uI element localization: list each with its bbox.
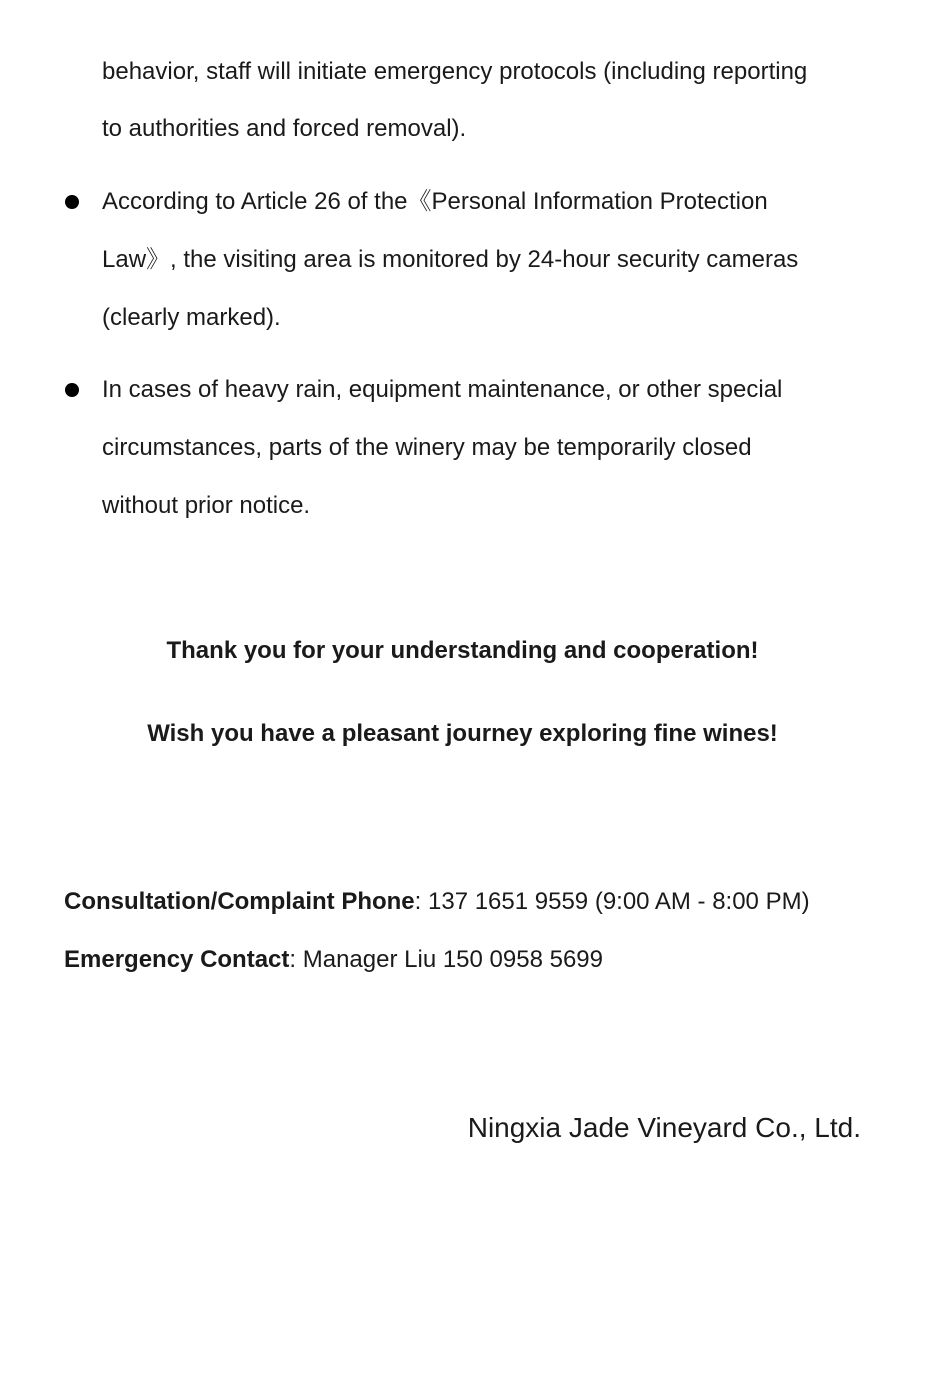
bullet-1-line-1: According to Article 26 of the《Personal Information Protection: [102, 188, 768, 215]
thank-you-text: Thank you for your understanding and cooperation!: [166, 637, 759, 664]
bullet-icon: [65, 383, 79, 397]
bullet-1-line-3: (clearly marked).: [102, 304, 281, 331]
emergency-contact-label: Emergency Contact: [64, 946, 290, 973]
company-name: Ningxia Jade Vineyard Co., Ltd.: [467, 1112, 861, 1143]
bullet-2-line-1: In cases of heavy rain, equipment maintenance, or other special: [102, 376, 783, 403]
bullet-2-line-3: without prior notice.: [102, 492, 311, 519]
complaint-phone-label: Consultation/Complaint Phone: [64, 888, 415, 915]
continued-text-line-2: to authorities and forced removal).: [102, 115, 467, 142]
bullet-1-line-2: Law》, the visiting area is monitored by 24-hour security cameras: [102, 246, 799, 273]
bullet-2-line-2: circumstances, parts of the winery may be temporarily closed: [102, 434, 752, 461]
emergency-contact-line: [64, 945, 603, 975]
emergency-contact-value: : Manager Liu 150 0958 5699: [289, 946, 603, 973]
bullet-icon: [65, 195, 79, 209]
continued-text-line-1: behavior, staff will initiate emergency protocols (including reporting: [102, 58, 808, 85]
complaint-phone-value: : 137 1651 9559 (9:00 AM - 8:00 PM): [414, 888, 810, 915]
wish-text: Wish you have a pleasant journey exploring fine wines!: [147, 720, 778, 747]
complaint-phone-line: [64, 887, 810, 917]
